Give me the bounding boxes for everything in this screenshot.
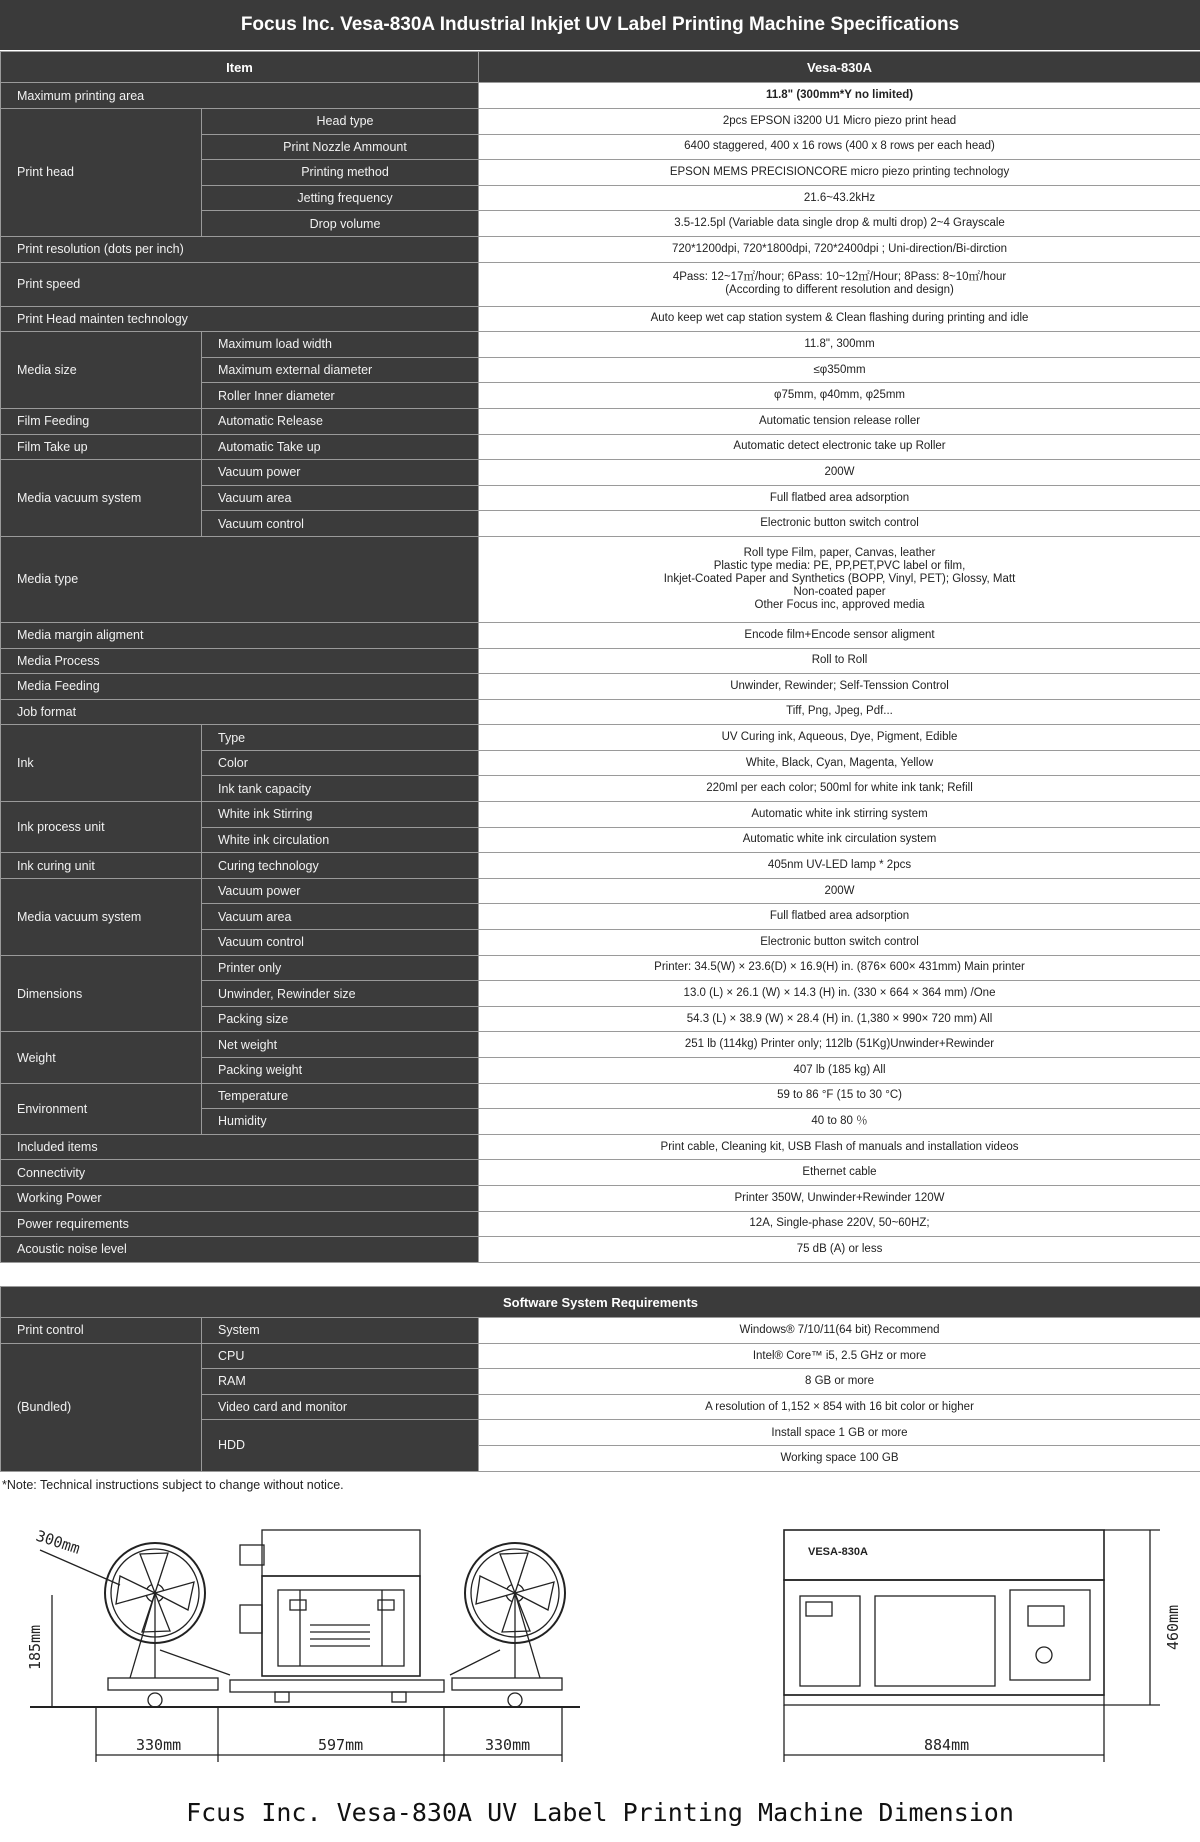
row-sublabel: Printer only [202, 955, 479, 981]
row-sublabel: Drop volume [202, 211, 479, 237]
row-value: Install space 1 GB or more [479, 1420, 1200, 1446]
row-value: Intel® Core™ i5, 2.5 GHz or more [479, 1343, 1200, 1369]
row-label: Maximum printing area [1, 83, 479, 109]
row-label: Media margin aligment [1, 622, 479, 648]
row-sublabel: Packing size [202, 1006, 479, 1032]
row-value: Full flatbed area adsorption [479, 904, 1200, 930]
left-reel [105, 1543, 230, 1707]
software-header-row [1, 1287, 1200, 1318]
row-value: 405nm UV-LED lamp * 2pcs [479, 853, 1200, 879]
row-value: 2pcs EPSON i3200 U1 Micro piezo print head [479, 109, 1200, 135]
row-sublabel: Printing method [202, 160, 479, 186]
row-value: EPSON MEMS PRECISIONCORE micro piezo printing technology [479, 160, 1200, 186]
software-title: Software System Requirements [1, 1287, 1200, 1318]
table-row [1, 408, 1200, 434]
row-value: 21.6~43.2kHz [479, 185, 1200, 211]
row-sublabel: Maximum external diameter [202, 357, 479, 383]
row-sublabel: System [202, 1318, 479, 1344]
row-sublabel: Jetting frequency [202, 185, 479, 211]
table-row [1, 725, 1200, 751]
row-label: Media vacuum system [1, 878, 202, 955]
table-row [1, 674, 1200, 700]
table-row [1, 648, 1200, 674]
row-label: Ink curing unit [1, 853, 202, 879]
row-value: Printer 350W, Unwinder+Rewinder 120W [479, 1185, 1200, 1211]
row-sublabel: Automatic Release [202, 408, 479, 434]
row-value: 54.3 (L) × 38.9 (W) × 28.4 (H) in. (1,380 × 990× 720 mm) All [479, 1006, 1200, 1032]
diameter-label: 300mm [33, 1526, 83, 1558]
row-sublabel: Video card and monitor [202, 1394, 479, 1420]
table-row [1, 622, 1200, 648]
table-row [1, 306, 1200, 332]
row-value: Encode film+Encode sensor aligment [479, 622, 1200, 648]
row-value: 6400 staggered, 400 x 16 rows (400 x 8 rows per each head) [479, 134, 1200, 160]
row-value: Automatic white ink stirring system [479, 802, 1200, 828]
height-label-right: 460mm [1164, 1604, 1182, 1650]
table-row [1, 1211, 1200, 1237]
table-row [1, 802, 1200, 828]
row-label: Ink [1, 725, 202, 802]
row-value: Printer: 34.5(W) × 23.6(D) × 16.9(H) in. (876× 600× 431mm) Main printer [479, 955, 1200, 981]
row-sublabel: Vacuum control [202, 511, 479, 537]
row-sublabel: Vacuum power [202, 878, 479, 904]
row-sublabel: HDD [202, 1420, 479, 1471]
row-sublabel: Print Nozzle Ammount [202, 134, 479, 160]
header-model: Vesa-830A [479, 52, 1200, 83]
row-value: Automatic tension release roller [479, 408, 1200, 434]
table-row [1, 1083, 1200, 1109]
row-value: Auto keep wet cap station system & Clean flashing during printing and idle [479, 306, 1200, 332]
right-reel [450, 1543, 565, 1707]
row-sublabel: Humidity [202, 1109, 479, 1135]
front-view-drawing [784, 1530, 1160, 1762]
row-label: Print speed [1, 262, 479, 306]
row-sublabel: Type [202, 725, 479, 751]
row-value: 11.8", 300mm [479, 332, 1200, 358]
row-label: Film Feeding [1, 408, 202, 434]
row-sublabel: Ink tank capacity [202, 776, 479, 802]
table-row [1, 236, 1200, 262]
row-value: 13.0 (L) × 26.1 (W) × 14.3 (H) in. (330 × 664 × 364 mm) /One [479, 981, 1200, 1007]
row-label: Film Take up [1, 434, 202, 460]
row-value: 720*1200dpi, 720*1800dpi, 720*2400dpi ; Uni-direction/Bi-dirction [479, 236, 1200, 262]
row-sublabel: Temperature [202, 1083, 479, 1109]
spec-header-row [1, 52, 1200, 83]
row-sublabel: Packing weight [202, 1058, 479, 1084]
height-label-left: 185mm [26, 1624, 44, 1670]
row-label: Weight [1, 1032, 202, 1083]
row-value: 11.8" (300mm*Y no limited) [479, 83, 1200, 109]
row-value: 40 to 80 ％ [479, 1109, 1200, 1135]
row-sublabel: Automatic Take up [202, 434, 479, 460]
row-label: Media vacuum system [1, 460, 202, 537]
page-title: Focus Inc. Vesa-830A Industrial Inkjet UV Label Printing Machine Specifications [0, 0, 1200, 50]
row-label: Media type [1, 536, 479, 622]
row-value: Electronic button switch control [479, 511, 1200, 537]
table-row [1, 83, 1200, 109]
table-row [1, 1343, 1200, 1369]
row-label: Print control [1, 1318, 202, 1344]
row-value: Ethernet cable [479, 1160, 1200, 1186]
table-row [1, 699, 1200, 725]
row-label: Media size [1, 332, 202, 409]
row-value: Electronic button switch control [479, 930, 1200, 956]
row-sublabel: RAM [202, 1369, 479, 1395]
table-row [1, 1032, 1200, 1058]
row-label: Working Power [1, 1185, 479, 1211]
row-value: 8 GB or more [479, 1369, 1200, 1395]
table-row [1, 536, 1200, 622]
front-model-label: VESA-830A [808, 1546, 868, 1558]
row-value: Tiff, Png, Jpeg, Pdf... [479, 699, 1200, 725]
row-sublabel: Maximum load width [202, 332, 479, 358]
table-row [1, 109, 1200, 135]
row-sublabel: Vacuum control [202, 930, 479, 956]
row-label: Environment [1, 1083, 202, 1134]
dimension-drawing [0, 1510, 1200, 1842]
row-value: Unwinder, Rewinder; Self-Tenssion Control [479, 674, 1200, 700]
table-row [1, 262, 1200, 306]
row-label: Job format [1, 699, 479, 725]
row-value: UV Curing ink, Aqueous, Dye, Pigment, Edible [479, 725, 1200, 751]
row-value: φ75mm, φ40mm, φ25mm [479, 383, 1200, 409]
table-row [1, 460, 1200, 486]
row-label: Included items [1, 1134, 479, 1160]
row-value: Roll type Film, paper, Canvas, leather Plastic type media: PE, PP,PET,PVC label or film, Inkjet-Coated Paper and Synthetics (BOPP, Vinyl, PET); Glossy, Matt Non-coated paper Other Focus inc, approved media [479, 536, 1200, 622]
row-value: 4Pass: 12~17㎡/hour; 6Pass: 10~12㎡/Hour; 8Pass: 8~10㎡/hour (According to different resolution and design) [479, 262, 1200, 306]
row-value: 59 to 86 °F (15 to 30 °C) [479, 1083, 1200, 1109]
row-label: Ink process unit [1, 802, 202, 853]
width-label-mid: 597mm [318, 1736, 364, 1754]
row-value: 200W [479, 460, 1200, 486]
row-label: Power requirements [1, 1211, 479, 1237]
printer-body [230, 1530, 444, 1702]
row-label: (Bundled) [1, 1343, 202, 1471]
footnote: *Note: Technical instructions subject to change without notice. [2, 1478, 344, 1492]
spec-table [0, 51, 1200, 1263]
header-item: Item [1, 52, 479, 83]
row-value: 3.5-12.5pl (Variable data single drop & multi drop) 2~4 Grayscale [479, 211, 1200, 237]
table-row [1, 434, 1200, 460]
row-value: Print cable, Cleaning kit, USB Flash of manuals and installation videos [479, 1134, 1200, 1160]
width-label-right: 330mm [485, 1736, 531, 1754]
row-value: Automatic white ink circulation system [479, 827, 1200, 853]
row-value: A resolution of 1,152 × 854 with 16 bit color or higher [479, 1394, 1200, 1420]
row-value: 251 lb (114kg) Printer only; 112lb (51Kg)Unwinder+Rewinder [479, 1032, 1200, 1058]
row-label: Print resolution (dots per inch) [1, 236, 479, 262]
table-row [1, 1318, 1200, 1344]
row-value: Windows® 7/10/11(64 bit) Recommend [479, 1318, 1200, 1344]
row-value: 220ml per each color; 500ml for white ink tank; Refill [479, 776, 1200, 802]
row-sublabel: Unwinder, Rewinder size [202, 981, 479, 1007]
table-row [1, 332, 1200, 358]
row-value: White, Black, Cyan, Magenta, Yellow [479, 750, 1200, 776]
row-sublabel: Curing technology [202, 853, 479, 879]
row-label: Media Process [1, 648, 479, 674]
row-label: Print head [1, 109, 202, 237]
table-row [1, 1237, 1200, 1263]
width-label-left: 330mm [136, 1736, 182, 1754]
table-row [1, 1185, 1200, 1211]
row-sublabel: White ink Stirring [202, 802, 479, 828]
table-row [1, 878, 1200, 904]
side-view-drawing [30, 1530, 580, 1762]
row-sublabel: White ink circulation [202, 827, 479, 853]
row-sublabel: Color [202, 750, 479, 776]
row-value: 12A, Single-phase 220V, 50~60HZ; [479, 1211, 1200, 1237]
diameter-leader [40, 1550, 120, 1585]
width-label-front: 884mm [924, 1736, 970, 1754]
row-sublabel: Vacuum area [202, 485, 479, 511]
row-value: 75 dB (A) or less [479, 1237, 1200, 1263]
row-sublabel: Vacuum area [202, 904, 479, 930]
table-row [1, 853, 1200, 879]
software-table [0, 1286, 1200, 1472]
row-sublabel: Head type [202, 109, 479, 135]
row-sublabel: Net weight [202, 1032, 479, 1058]
table-row [1, 1134, 1200, 1160]
row-label: Connectivity [1, 1160, 479, 1186]
table-row [1, 955, 1200, 981]
row-sublabel: Roller Inner diameter [202, 383, 479, 409]
row-value: Working space 100 GB [479, 1445, 1200, 1471]
row-value: ≤φ350mm [479, 357, 1200, 383]
table-row [1, 1160, 1200, 1186]
row-sublabel: CPU [202, 1343, 479, 1369]
row-value: 200W [479, 878, 1200, 904]
row-label: Dimensions [1, 955, 202, 1032]
row-value: Automatic detect electronic take up Roller [479, 434, 1200, 460]
row-label: Acoustic noise level [1, 1237, 479, 1263]
row-value: 407 lb (185 kg) All [479, 1058, 1200, 1084]
row-value: Roll to Roll [479, 648, 1200, 674]
row-sublabel: Vacuum power [202, 460, 479, 486]
row-value: Full flatbed area adsorption [479, 485, 1200, 511]
row-label: Print Head mainten technology [1, 306, 479, 332]
row-label: Media Feeding [1, 674, 479, 700]
dimension-caption: Fcus Inc. Vesa-830A UV Label Printing Machine Dimension [186, 1798, 1014, 1827]
